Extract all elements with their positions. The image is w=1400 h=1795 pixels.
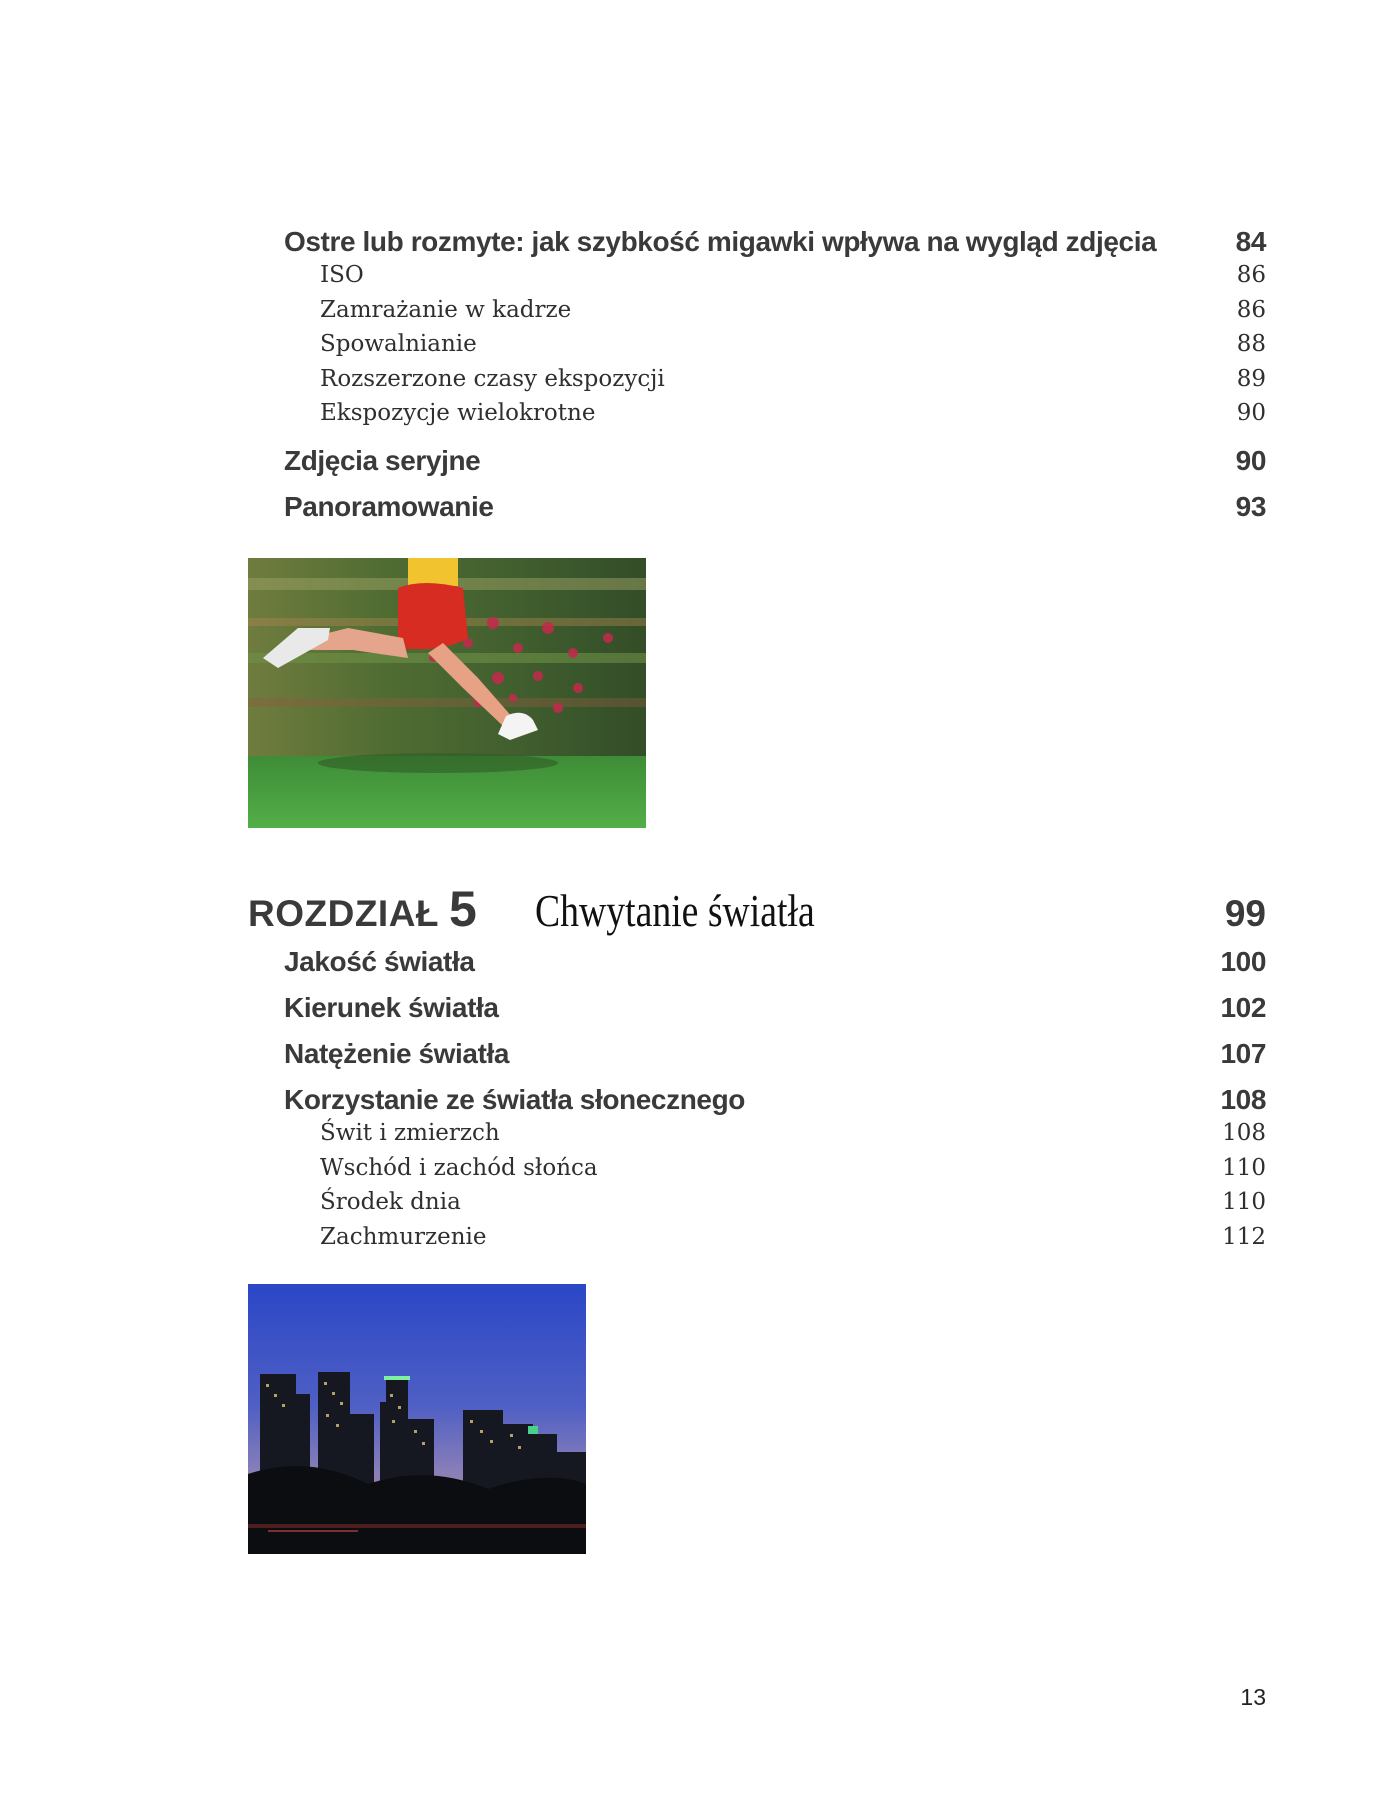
chapter-number: 5 xyxy=(449,881,477,937)
toc-entry[interactable] xyxy=(248,366,1266,401)
toc-entry-page: 86 xyxy=(1236,262,1266,288)
toc-entry-page: 88 xyxy=(1236,331,1266,357)
toc-entry[interactable] xyxy=(248,445,1266,491)
toc-entry-page: 110 xyxy=(1222,1189,1266,1215)
toc-entry-page: 107 xyxy=(1220,1038,1266,1069)
toc-entry-title: Korzystanie ze światła słonecznego xyxy=(284,1084,745,1115)
toc-section-top xyxy=(248,226,1266,537)
chapter-heading[interactable] xyxy=(248,880,1266,940)
toc-entry[interactable] xyxy=(248,491,1266,537)
toc-entry-page: 102 xyxy=(1220,992,1266,1023)
toc-entry[interactable] xyxy=(248,1224,1266,1259)
toc-entry-page: 86 xyxy=(1236,296,1266,323)
toc-entry[interactable] xyxy=(248,1155,1266,1190)
toc-entry-title: Zdjęcia seryjne xyxy=(284,444,481,476)
toc-entry-page: 84 xyxy=(1235,226,1266,257)
toc-entry-page: 90 xyxy=(1235,444,1266,476)
toc-entry[interactable] xyxy=(248,331,1266,366)
toc-entry[interactable] xyxy=(248,297,1266,332)
toc-entry-title: Zamrażanie w kadrze xyxy=(320,296,572,323)
toc-entry-page: 112 xyxy=(1222,1223,1266,1250)
toc-entry[interactable] xyxy=(248,262,1266,297)
toc-entry-title: ISO xyxy=(320,262,364,288)
city-skyline-image xyxy=(248,1284,586,1554)
toc-entry-title: Jakość światła xyxy=(284,946,475,977)
running-photo xyxy=(248,558,646,828)
toc-entry-title: Ekspozycje wielokrotne xyxy=(320,400,596,426)
toc-entry-title: Zachmurzenie xyxy=(320,1223,487,1250)
toc-entry[interactable] xyxy=(248,1120,1266,1155)
toc-entry-page: 93 xyxy=(1235,490,1266,522)
toc-entry-title: Natężenie światła xyxy=(284,1038,510,1069)
running-photo-image xyxy=(248,558,646,828)
page-number: 13 xyxy=(1240,1684,1266,1710)
toc-entry-page: 89 xyxy=(1236,365,1266,392)
chapter-label: ROZDZIAŁ xyxy=(248,893,440,934)
toc-entry-page: 90 xyxy=(1236,400,1266,426)
chapter-page: 99 xyxy=(1224,893,1266,934)
toc-entry[interactable] xyxy=(248,1038,1266,1084)
toc-entry-title: Wschód i zachód słońca xyxy=(320,1154,598,1181)
toc-section-bottom xyxy=(248,946,1266,1258)
toc-entry-page: 110 xyxy=(1222,1154,1266,1181)
toc-entry[interactable] xyxy=(248,400,1266,435)
chapter-title: Chwytanie światła xyxy=(534,885,815,936)
toc-entry-page: 108 xyxy=(1220,1084,1266,1115)
toc-entry-title: Kierunek światła xyxy=(284,992,499,1023)
toc-entry-title: Środek dnia xyxy=(320,1189,461,1215)
toc-entry[interactable] xyxy=(248,946,1266,992)
city-skyline-photo xyxy=(248,1284,586,1554)
toc-entry-title: Panoramowanie xyxy=(284,490,494,522)
toc-entry[interactable] xyxy=(248,1189,1266,1224)
toc-entry-title: Spowalnianie xyxy=(320,331,477,357)
toc-entry-title: Rozszerzone czasy ekspozycji xyxy=(320,365,665,392)
toc-entry-page: 108 xyxy=(1222,1120,1266,1146)
toc-entry-title: Ostre lub rozmyte: jak szybkość migawki wpływa na wygląd zdjęcia xyxy=(284,226,1157,257)
toc-entry-title: Świt i zmierzch xyxy=(320,1120,500,1146)
toc-entry[interactable] xyxy=(248,992,1266,1038)
toc-entry-page: 100 xyxy=(1220,946,1266,977)
